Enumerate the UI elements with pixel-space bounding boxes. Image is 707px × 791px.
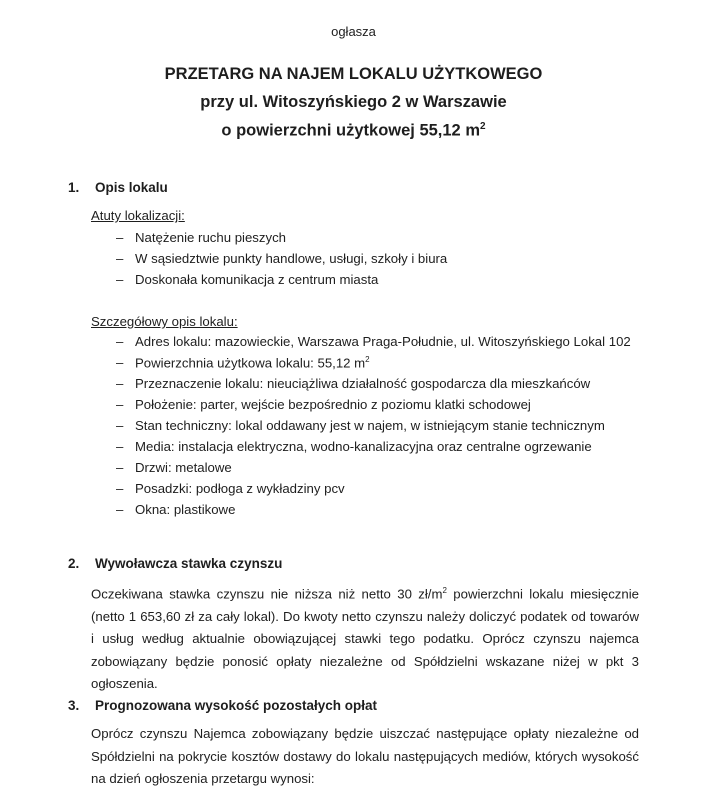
list-item-text: Powierzchnia użytkowa lokalu: 55,12 m	[135, 355, 366, 371]
list-item	[116, 230, 286, 245]
tender-area	[0, 121, 707, 141]
list-item	[116, 502, 235, 517]
list-item-text: Przeznaczenie lokalu: nieuciążliwa działalność gospodarcza dla mieszkańców	[135, 376, 591, 391]
section-3-paragraph: Oprócz czynszu Najemca zobowiązany będzie uiszczać następujące opłaty niezależne od Spółdzielni na pokrycie kosztów dostawy do lokalu następujących mediów, których wysokość na dzień ogłoszenia przetargu wynosi:	[91, 726, 639, 786]
list-item-text: Okna: plastikowe	[135, 502, 236, 517]
list-item-text: Natężenie ruchu pieszych	[135, 230, 287, 245]
dash-icon: –	[116, 439, 124, 454]
dash-icon: –	[116, 397, 124, 412]
list-item-text: Media: instalacja elektryczna, wodno-kanalizacyjna oraz centralne ogrzewanie	[135, 439, 592, 454]
list-item	[116, 439, 592, 454]
dash-icon: –	[116, 355, 124, 371]
section-1-title: Opis lokalu	[95, 180, 168, 195]
paragraph-text: powierzchni lokalu miesięcznie (netto 1 653,60 zł za cały lokal). Do kwoty netto czynszu należy doliczyć podatek od towarów i usług według aktualnie obowiązującej stawki tego podatku. Oprócz czynszu najemca zobowiązany będzie ponosić opłaty niezależne od Spółdzielni wskazane niżej w pkt 3 ogłoszenia.	[91, 586, 639, 692]
dash-icon: –	[116, 334, 124, 349]
section-3-title: Prognozowana wysokość pozostałych opłat	[95, 698, 378, 713]
list-item	[116, 355, 370, 370]
tender-area-text: o powierzchni użytkowej 55,12 m	[221, 121, 480, 140]
paragraph-text: Oczekiwana stawka czynszu nie niższa niż netto 30 zł/m	[91, 586, 443, 602]
dash-icon: –	[116, 460, 124, 475]
dash-icon: –	[116, 418, 124, 433]
dash-icon: –	[116, 272, 124, 287]
list-item	[116, 251, 447, 266]
list-item	[116, 397, 531, 412]
tender-address: przy ul. Witoszyńskiego 2 w Warszawie	[200, 93, 507, 111]
list-item-text: Posadzki: podłoga z wykładziny pcv	[135, 481, 345, 496]
list-item-text: Stan techniczny: lokal oddawany jest w najem, w istniejącym stanie technicznym	[135, 418, 605, 433]
section-3-number: 3.	[68, 698, 80, 713]
list-item	[116, 272, 378, 287]
section-2-number: 2.	[68, 556, 80, 571]
announce-text: ogłasza	[331, 24, 376, 39]
list-item-text: Położenie: parter, wejście bezpośrednio z poziomu klatki schodowej	[135, 397, 531, 412]
list-item	[116, 460, 232, 475]
list-item-text: Adres lokalu: mazowieckie, Warszawa Praga-Południe, ul. Witoszyńskiego Lokal 102	[135, 334, 631, 349]
tender-title: PRZETARG NA NAJEM LOKALU UŻYTKOWEGO	[164, 65, 543, 83]
dash-icon: –	[116, 502, 124, 517]
list-item-text: W sąsiedztwie punkty handlowe, usługi, szkoły i biura	[135, 251, 448, 266]
section-2-paragraph	[91, 580, 639, 696]
section-1-heading	[68, 180, 168, 195]
dash-icon: –	[116, 376, 124, 391]
unit-sup: 2	[442, 586, 447, 595]
atuty-label: Atuty lokalizacji:	[91, 208, 185, 223]
dash-icon: –	[116, 230, 124, 245]
list-item	[116, 418, 605, 433]
list-item-text: Doskonała komunikacja z centrum miasta	[135, 272, 379, 287]
dash-icon: –	[116, 481, 124, 496]
section-2-title: Wywoławcza stawka czynszu	[95, 556, 283, 571]
dash-icon: –	[116, 251, 124, 266]
section-2-heading	[68, 556, 282, 571]
section-3-heading	[68, 698, 377, 713]
opis-label: Szczegółowy opis lokalu:	[91, 314, 238, 329]
list-item	[116, 376, 590, 391]
area-sup: 2	[365, 355, 370, 364]
list-item	[116, 481, 345, 496]
section-1-number: 1.	[68, 180, 80, 195]
list-item-text: Drzwi: metalowe	[135, 460, 232, 475]
tender-area-sup: 2	[480, 121, 486, 132]
list-item	[116, 334, 631, 349]
